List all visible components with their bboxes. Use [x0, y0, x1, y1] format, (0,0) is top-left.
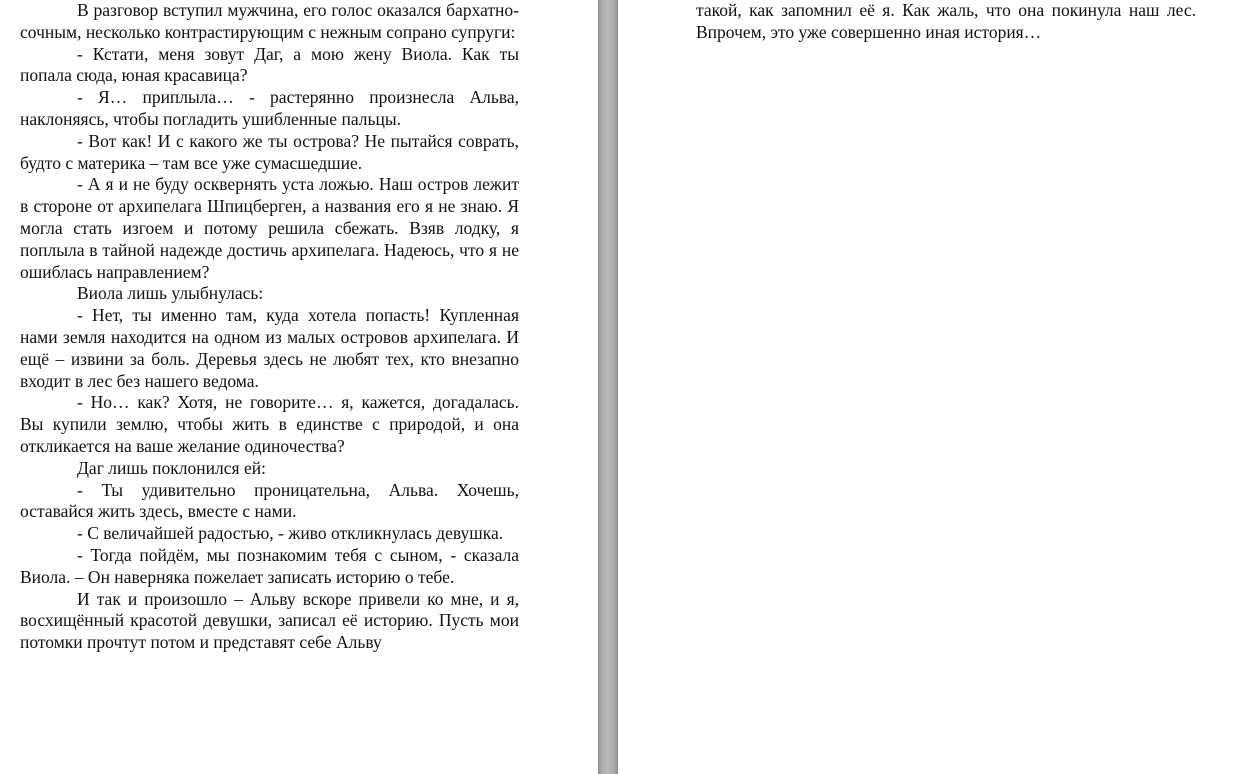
paragraph: Виола лишь улыбнулась:: [77, 283, 264, 304]
paragraph: - Нет, ты именно там, куда хотела попасть! Купленная нами земля находится на одном из малых островов архипелага. И ещё – извини за боль. Деревья здесь не любят тех, кто внезапно входит в лес без нашего ведома.: [20, 305, 519, 391]
paragraph: И так и произошло – Альву вскоре привели ко мне, и я, восхищённый красотой девушки, записал её историю. Пусть мои потомки прочтут потом и представят себе Альву: [20, 588, 519, 653]
paragraph: - А я и не буду осквернять уста ложью. Наш остров лежит в стороне от архипелага Шпицберген, а названия его я не знаю. Я могла стать изгоем и потому решила сбежать. Взяв лодку, я поплыла в тайной надежде достичь архипелага. Надеюсь, что я не ошиблась направлением?: [20, 174, 519, 282]
paragraph: - Кстати, меня зовут Даг, а мою жену Виола. Как ты попала сюда, юная красавица?: [20, 43, 519, 86]
paragraph: В разговор вступил мужчина, его голос оказался бархатно-сочным, несколько контрастирующим с нежным сопрано супруги:: [20, 0, 519, 42]
paragraph: - Но… как? Хотя, не говорите… я, кажется, догадалась. Вы купили землю, чтобы жить в единстве с природой, и она откликается на ваше желание одиночества?: [20, 392, 519, 456]
page-divider: [598, 0, 618, 774]
right-page: [618, 0, 1234, 774]
paragraph: - Я… приплыла… - растерянно произнесла Альва, наклоняясь, чтобы погладить ушибленные пальцы.: [20, 87, 519, 129]
right-page-text: [696, 0, 1196, 44]
paragraph: такой, как запомнил её я. Как жаль, что она покинула наш лес. Впрочем, это уже совершенно иная история…: [696, 0, 1196, 42]
paragraph: - С величайшей радостью, - живо откликнулась девушка.: [77, 523, 504, 544]
paragraph: - Вот как! И с какого же ты острова? Не пытайся соврать, будто с материка – там все уже сумасшедшие.: [20, 130, 519, 173]
paragraph: - Тогда пойдём, мы познакомим тебя с сыном, - сказала Виола. – Он наверняка пожелает записать историю о тебе.: [20, 544, 519, 587]
paragraph: - Ты удивительно проницательна, Альва. Хочешь, оставайся жить здесь, вместе с нами.: [20, 479, 519, 522]
paragraph: Даг лишь поклонился ей:: [77, 457, 266, 478]
left-page-text: [20, 0, 519, 654]
left-page: [0, 0, 598, 774]
